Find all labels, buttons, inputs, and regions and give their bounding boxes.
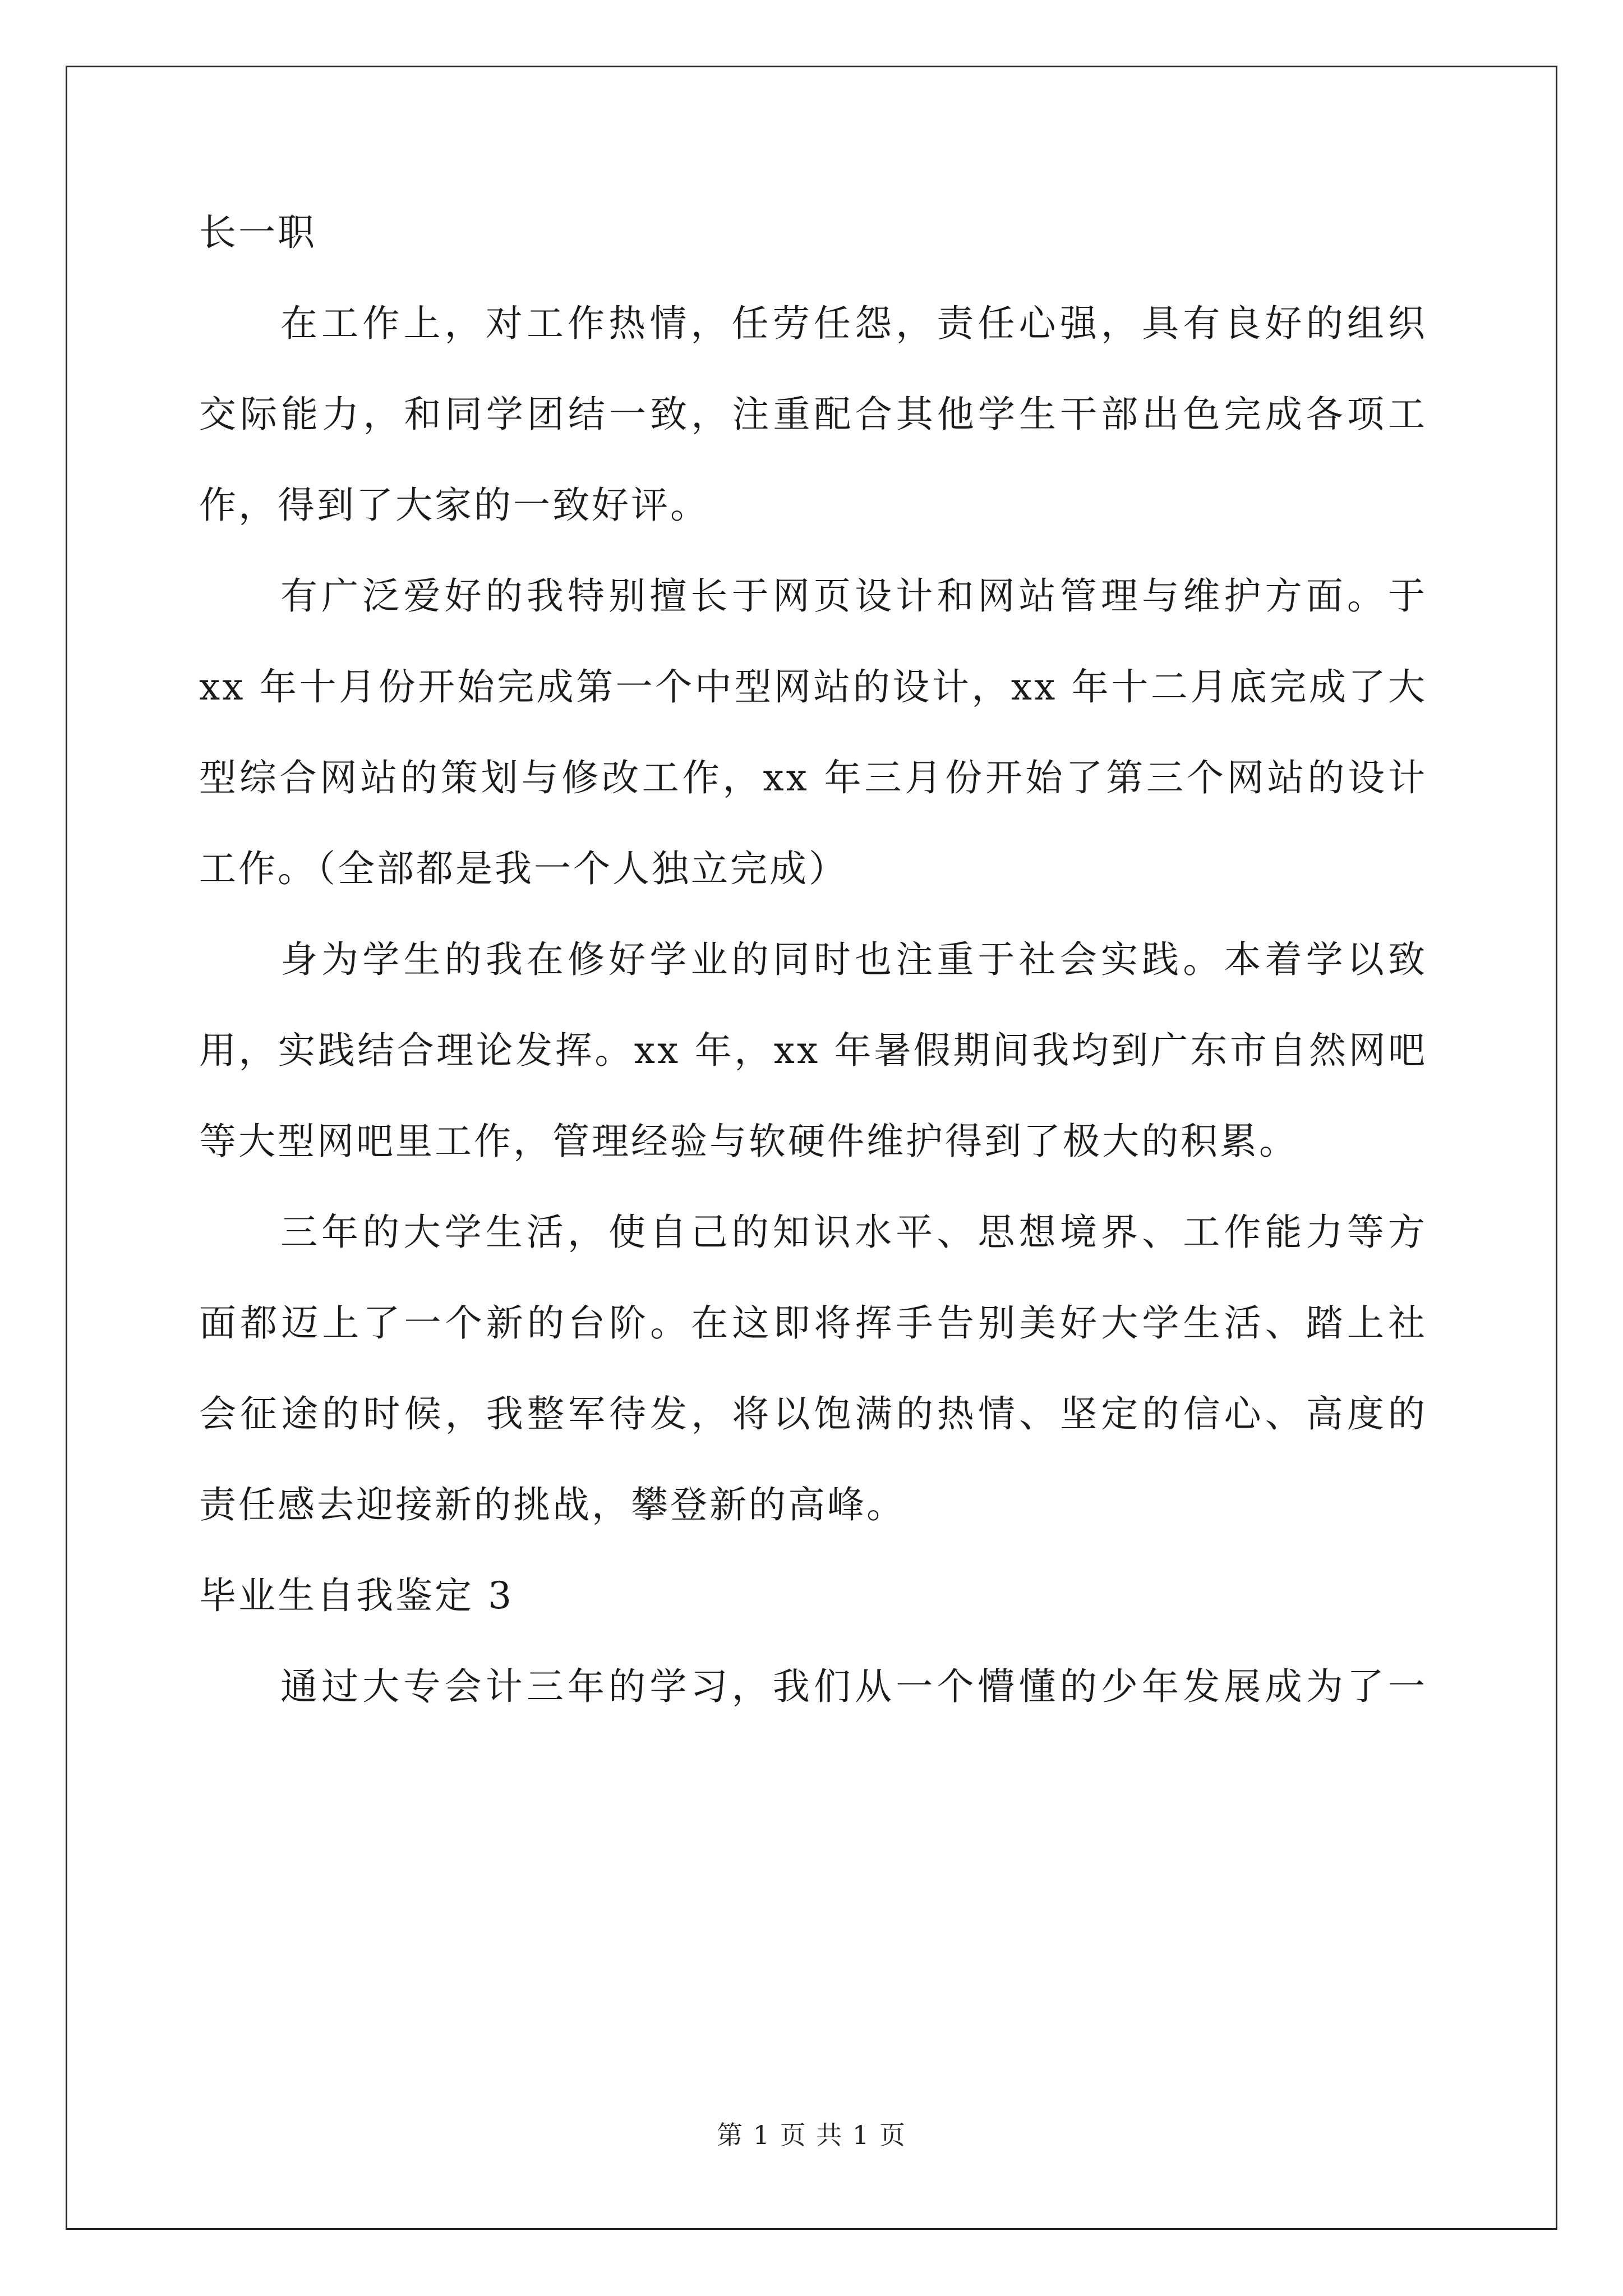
paragraph-first-line: 三年的大学生活，使自己的知识水平、思想境界、工作能力等方 xyxy=(280,1211,1427,1254)
text-line: 交际能力，和同学团结一致，注重配合其他学生干部出色完成各项工 xyxy=(199,393,1427,436)
paragraph-first-line: 在工作上，对工作热情，任劳任怨，责任心强，具有良好的组织 xyxy=(280,302,1427,345)
text-line: 面都迈上了一个新的台阶。在这即将挥手告别美好大学生活、踏上社 xyxy=(199,1301,1427,1345)
text-line: 会征途的时候，我整军待发，将以饱满的热情、坚定的信心、高度的 xyxy=(199,1392,1427,1435)
paragraph-first-line: 通过大专会计三年的学习，我们从一个懵懂的少年发展成为了一 xyxy=(280,1665,1427,1708)
page-footer: 第 1 页 共 1 页 xyxy=(717,2120,906,2150)
text-line: 作，得到了大家的一致好评。 xyxy=(199,484,709,527)
text-line: 型综合网站的策划与修改工作，xx 年三月份开始了第三个网站的设计 xyxy=(199,756,1427,799)
document-body xyxy=(199,208,1427,1712)
paragraph-first-line: 有广泛爱好的我特别擅长于网页设计和网站管理与维护方面。于 xyxy=(280,574,1427,618)
text-line: 用，实践结合理论发挥。xx 年，xx 年暑假期间我均到广东市自然网吧 xyxy=(199,1029,1427,1072)
text-line: 等大型网吧里工作，管理经验与软硬件维护得到了极大的积累。 xyxy=(199,1120,1298,1163)
text-line: 责任感去迎接新的挑战，攀登新的高峰。 xyxy=(199,1483,906,1526)
section-heading: 毕业生自我鉴定 3 xyxy=(199,1574,514,1617)
paragraph-first-line: 身为学生的我在修好学业的同时也注重于社会实践。本着学以致 xyxy=(280,938,1427,981)
text-line: xx 年十月份开始完成第一个中型网站的设计，xx 年十二月底完成了大 xyxy=(199,665,1427,708)
text-line: 长一职 xyxy=(199,211,317,254)
text-line: 工作。（全部都是我一个人独立完成） xyxy=(199,847,848,890)
